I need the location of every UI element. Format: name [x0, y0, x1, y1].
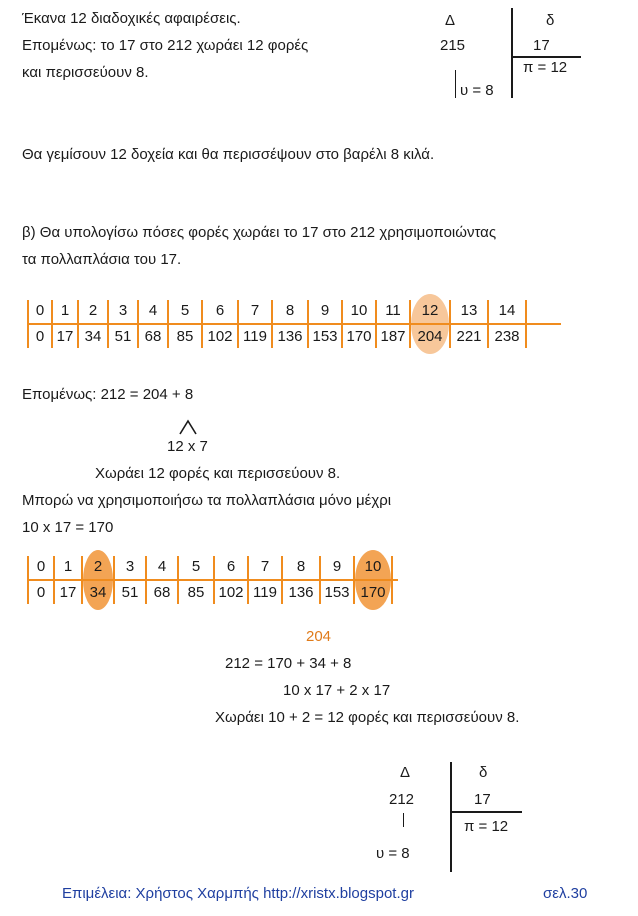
table-index-cell: 10 — [364, 558, 382, 575]
table-index-cell: 5 — [180, 302, 190, 319]
calc2-line-2: 10 x 17 + 2 x 17 — [283, 682, 391, 699]
calc1-result: Χωράει 12 φορές και περισσεύουν 8. — [95, 465, 341, 482]
divisor-value: 17 — [533, 37, 550, 54]
table-index-cell: 1 — [60, 302, 70, 319]
dividend-label: Δ — [445, 12, 456, 29]
table-index-cell: 0 — [36, 558, 46, 575]
table-multiple-cell: 170 — [360, 584, 386, 601]
table-multiple-cell: 68 — [144, 328, 162, 345]
table-index-cell: 4 — [148, 302, 158, 319]
table-multiple-cell: 187 — [380, 328, 406, 345]
table-multiple-cell: 0 — [35, 328, 45, 345]
conclusion-1: Θα γεμίσουν 12 δοχεία και θα περισσέψουν στο βαρέλι 8 κιλά. — [22, 146, 435, 163]
table-index-cell: 2 — [93, 558, 103, 575]
quotient-value: π = 12 — [523, 59, 568, 76]
division-vertical-line — [511, 8, 513, 98]
table-multiple-cell: 34 — [89, 584, 107, 601]
table-index-cell: 5 — [191, 558, 201, 575]
mult-text-line-1: Μπορώ να χρησιμοποιήσω τα πολλαπλάσια μόνο μέχρι — [22, 492, 392, 509]
table-index-cell: 0 — [35, 302, 45, 319]
divisor-value: 17 — [474, 791, 491, 808]
calc2-line-1: 212 = 170 + 34 + 8 — [225, 655, 352, 672]
table-index-cell: 11 — [385, 302, 401, 319]
calc1-factor: 12 x 7 — [167, 438, 208, 455]
table-index-cell: 8 — [285, 302, 295, 319]
calc1-line: Επομένως: 212 = 204 + 8 — [22, 386, 194, 403]
intro-line-2: Επομένως: το 17 στο 212 χωράει 12 φορές — [22, 37, 309, 54]
footer-credit: Επιμέλεια: Χρήστος Χαρμπής http://xristx.blogspot.gr — [62, 885, 414, 902]
table-multiple-cell: 34 — [84, 328, 102, 345]
table-multiple-cell: 51 — [121, 584, 139, 601]
table-multiple-cell: 85 — [176, 328, 194, 345]
table-index-cell: 12 — [421, 302, 439, 319]
table-multiple-cell: 85 — [187, 584, 205, 601]
table-multiple-cell: 221 — [456, 328, 482, 345]
calc2-line-3: Χωράει 10 + 2 = 12 φορές και περισσεύουν 8. — [215, 709, 520, 726]
table-index-cell: 7 — [260, 558, 270, 575]
table-multiple-cell: 238 — [494, 328, 520, 345]
table-multiple-cell: 17 — [56, 328, 74, 345]
table-multiple-cell: 102 — [207, 328, 233, 345]
orange-sum-value: 204 — [306, 628, 332, 645]
remainder-value: υ = 8 — [376, 845, 410, 862]
table-index-cell: 6 — [226, 558, 236, 575]
table-multiple-cell: 68 — [153, 584, 171, 601]
quotient-value: π = 12 — [464, 818, 509, 835]
table-multiple-cell: 170 — [346, 328, 372, 345]
decomposition-caret — [178, 418, 198, 436]
division-horizontal-line — [450, 811, 522, 813]
table-multiple-cell: 136 — [277, 328, 303, 345]
division-horizontal-line — [511, 56, 581, 58]
intro-line-3: και περισσεύουν 8. — [22, 64, 149, 81]
table-index-cell: 10 — [350, 302, 368, 319]
table-multiple-cell: 119 — [243, 328, 267, 345]
divisor-label: δ — [479, 764, 488, 781]
remainder-value: υ = 8 — [460, 82, 494, 99]
table-index-cell: 13 — [460, 302, 478, 319]
table-index-cell: 9 — [332, 558, 342, 575]
table-index-cell: 3 — [125, 558, 135, 575]
table-index-cell: 3 — [118, 302, 128, 319]
table-index-cell: 8 — [296, 558, 306, 575]
table-multiple-cell: 153 — [312, 328, 338, 345]
table-index-cell: 9 — [320, 302, 330, 319]
table-multiple-cell: 51 — [114, 328, 132, 345]
table-multiple-cell: 153 — [324, 584, 350, 601]
table-multiple-cell: 0 — [36, 584, 46, 601]
multiples-table-2 — [28, 556, 408, 616]
table-index-cell: 14 — [498, 302, 516, 319]
division-vertical-line — [450, 762, 452, 872]
multiples-table-1 — [28, 300, 588, 360]
dividend-value: 212 — [389, 791, 415, 808]
table-index-cell: 4 — [157, 558, 167, 575]
part-b-line-2: τα πολλαπλάσια του 17. — [22, 251, 182, 268]
dividend-value: 215 — [440, 37, 466, 54]
table-index-cell: 2 — [88, 302, 98, 319]
table-multiple-cell: 102 — [218, 584, 244, 601]
remainder-mark — [455, 70, 456, 98]
dividend-label: Δ — [400, 764, 411, 781]
table-multiple-cell: 204 — [417, 328, 443, 345]
table-multiple-cell: 119 — [253, 584, 277, 601]
footer-page-number: σελ.30 — [543, 885, 588, 902]
divisor-label: δ — [546, 12, 555, 29]
mult-text-line-2: 10 x 17 = 170 — [22, 519, 114, 536]
table-index-cell: 6 — [215, 302, 225, 319]
table-multiple-cell: 136 — [288, 584, 314, 601]
table-multiple-cell: 17 — [59, 584, 77, 601]
table-index-cell: 7 — [250, 302, 260, 319]
part-b-line-1: β) Θα υπολογίσω πόσες φορές χωράει το 17 στο 212 χρησιμοποιώντας — [22, 224, 497, 241]
intro-line-1: Έκανα 12 διαδοχικές αφαιρέσεις. — [22, 10, 241, 27]
table-index-cell: 1 — [63, 558, 73, 575]
remainder-mark — [403, 813, 404, 827]
